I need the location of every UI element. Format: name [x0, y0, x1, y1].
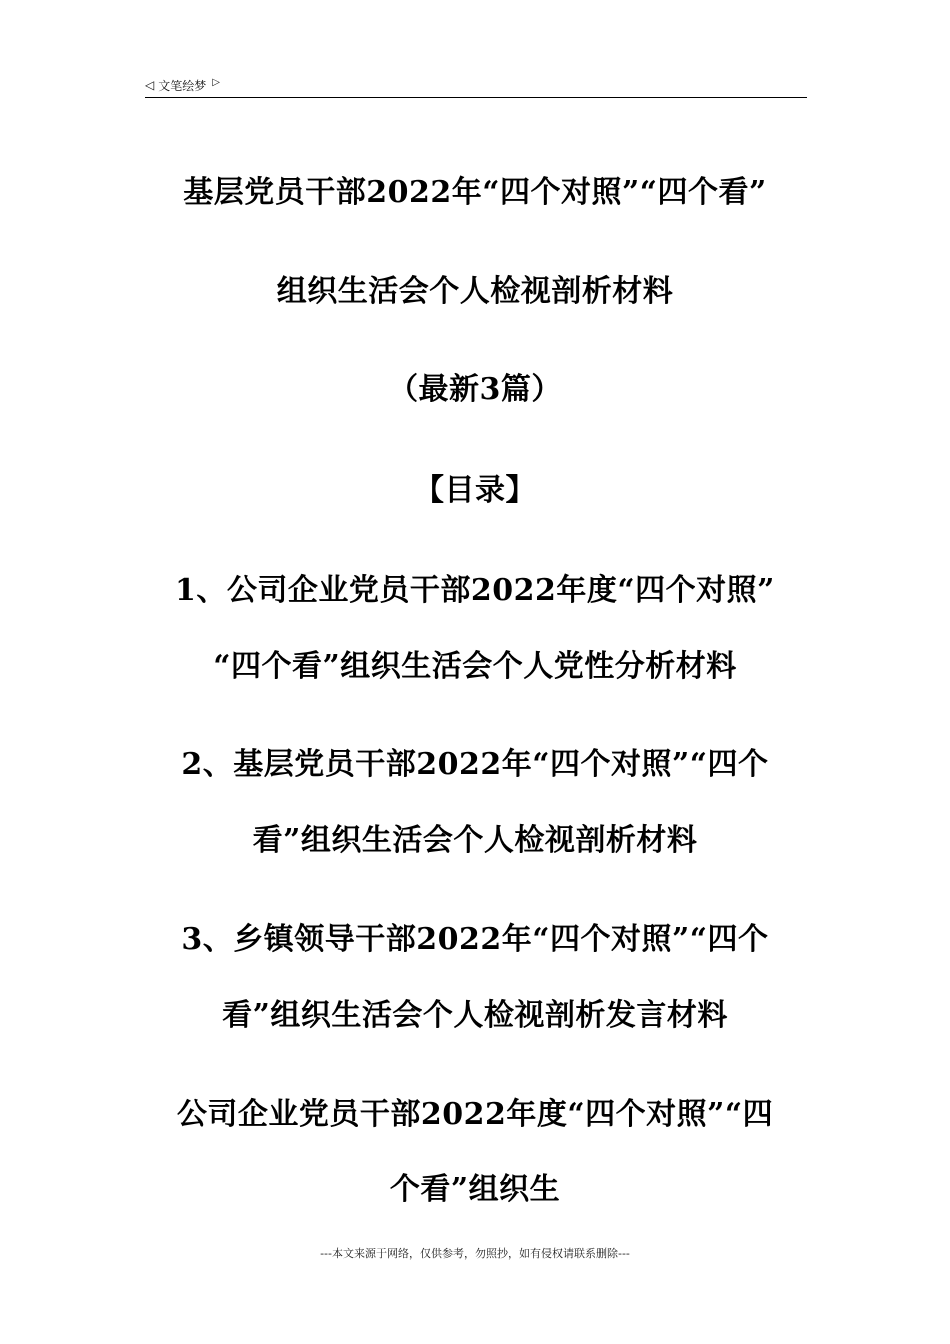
- toc-heading: 【目录】: [414, 473, 536, 508]
- toc-item-1-line-2: “四个看”组织生活会个人党性分析材料: [213, 649, 737, 684]
- page-footer: ---本文来源于网络，仅供参考，勿照抄，如有侵权请联系删除---: [320, 1247, 630, 1260]
- header-label: 文笔绘梦: [158, 78, 207, 93]
- title-line-2: 组织生活会个人检视剖析材料: [276, 274, 674, 309]
- section-title-line-2: 个看”组织生: [389, 1172, 561, 1207]
- toc-item-1-line-1: 1、公司企业党员干部2022年度“四个对照”: [175, 573, 775, 608]
- header-rule: [145, 97, 807, 98]
- title-line-1: 基层党员干部2022年“四个对照”“四个看”: [183, 175, 767, 210]
- title-line-3: （最新3篇）: [388, 372, 562, 407]
- right-triangle-icon: ▷: [212, 76, 220, 88]
- toc-item-3-line-2: 看”组织生活会个人检视剖析发言材料: [222, 998, 728, 1033]
- toc-item-2-line-2: 看”组织生活会个人检视剖析材料: [252, 823, 698, 858]
- section-title-line-1: 公司企业党员干部2022年度“四个对照”“四: [176, 1097, 774, 1132]
- toc-item-2-line-1: 2、基层党员干部2022年“四个对照”“四个: [181, 747, 769, 782]
- toc-item-3-line-1: 3、乡镇领导干部2022年“四个对照”“四个: [181, 922, 769, 957]
- page-header: [145, 74, 220, 96]
- left-triangle-icon: ◁: [145, 78, 155, 92]
